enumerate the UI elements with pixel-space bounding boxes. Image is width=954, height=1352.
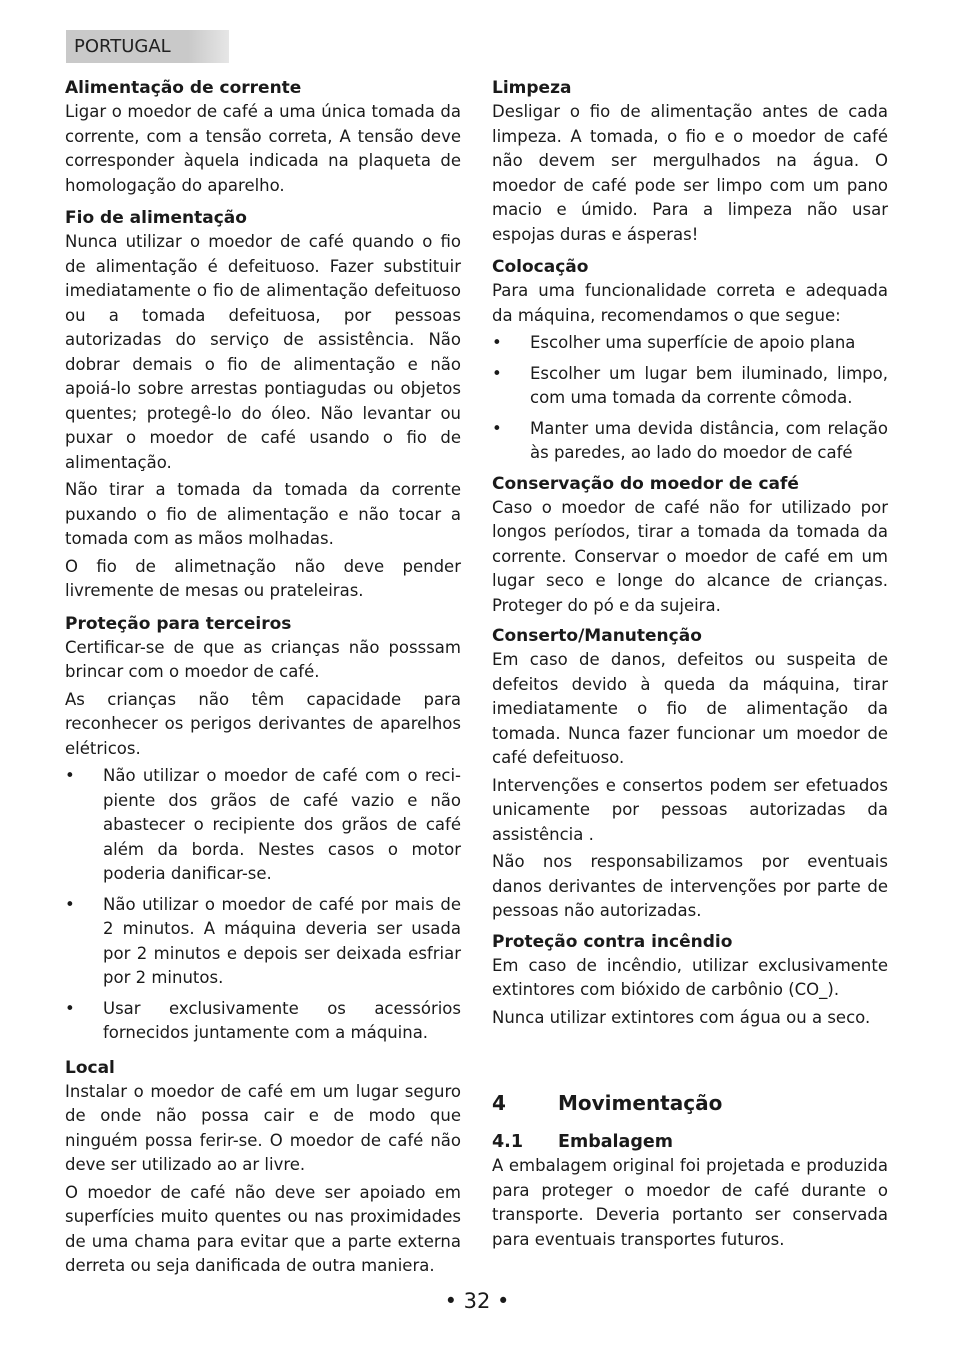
- paragraph: Em caso de incêndio, utilizar exclusivamente extintores com bióxido de carbônio (CO_).: [492, 955, 888, 999]
- paragraph: Para uma funcionalidade correta e adequada da máquina, recomendamos o que segue:: [492, 281, 888, 325]
- page-number: • 32 •: [444, 1289, 510, 1313]
- heading-repair-maintenance: Conserto/Manutenção: [492, 626, 702, 646]
- section-heading: [492, 1090, 888, 1116]
- heading-location: Local: [65, 1057, 115, 1078]
- paragraph: A embalagem original foi projetada e produzida para proteger o moedor de café durante o transporte. Deveria portanto ser conservada para eventuais transportes futuros.: [492, 1156, 888, 1249]
- paragraph: Instalar o moedor de café em um lugar seguro de onde não possa cair e de modo que ninguém possa ferir-se. O moedor de café não deve ser utilizado ao ar livre.: [65, 1081, 461, 1174]
- heading-fire-protection: Proteção contra incêndio: [492, 931, 733, 952]
- section-title: Movimentação: [558, 1091, 723, 1115]
- paragraph: Nunca utilizar extintores com água ou a seco.: [492, 1007, 871, 1027]
- list-item: • Usar exclusivamente os acessórios fornecidos juntamente com a máquina.: [65, 997, 461, 1046]
- list-item: • Escolher um lugar bem iluminado, limpo, com uma tomada da corrente cômoda.: [492, 362, 888, 411]
- list-item: • Escolher uma superfície de apoio plana: [492, 331, 888, 356]
- paragraph: Caso o moedor de café não for utilizado por longos períodos, tirar a tomada da tomada da corrente. Conservar o moedor de café em um lugar seco e longe do alcance de crianças. Proteger do pó e da sujeira.: [492, 497, 888, 615]
- subsection-title: Embalagem: [558, 1132, 673, 1152]
- heading-placement: Colocação: [492, 257, 589, 277]
- list-item: • Não utilizar o moedor de café por mais de 2 minutos. A máquina deveria ser usada por 2 minutos e depois ser deixada esfriar por 2 minutos.: [65, 893, 461, 991]
- heading-cleaning: Limpeza: [492, 78, 572, 98]
- heading-storage: Conservação do moedor de café: [492, 473, 799, 494]
- paragraph: O fio de alimetnação não deve pender livremente de mesas ou prateleiras.: [65, 556, 461, 600]
- paragraph: Não nos responsabilizamos por eventuais danos derivantes de intervenções por parte de pessoas não autorizadas.: [492, 852, 888, 920]
- right-column: [492, 76, 888, 1255]
- paragraph: Certificar-se de que as crianças não posssam brincar com o moedor de café.: [65, 637, 461, 681]
- paragraph: Intervenções e consertos podem ser efetuados unicamente por pessoas autorizadas da assistência .: [492, 775, 888, 844]
- language-tab: PORTUGAL: [66, 30, 229, 63]
- section-number: 4: [492, 1091, 506, 1115]
- paragraph: As crianças não têm capacidade para reconhecer os perigos derivantes de aparelhos elétricos.: [65, 689, 461, 758]
- heading-power-supply: Alimentação de corrente: [65, 78, 302, 98]
- left-column: [65, 76, 461, 1282]
- paragraph: Não tirar a tomada da tomada da corrente puxando o fio de alimentação e não tocar a tomada com as mãos molhadas.: [65, 480, 461, 548]
- list-item: • Não utilizar o moedor de café com o reci- piente dos grãos de café vazio e não abastecer o recipiente dos grãos de café além da borda. Nestes casos o motor poderia danificar-se.: [65, 764, 461, 887]
- paragraph: Em caso de danos, defeitos ou suspeita de defeitos devido à queda da máquina, tirar imediatamente o fio de alimentação da tomada. Nunca fazer funcionar um moedor de café defeituoso.: [492, 650, 888, 767]
- heading-power-cord: Fio de alimentação: [65, 208, 247, 228]
- subsection-heading: [492, 1130, 888, 1154]
- bullet-list: [65, 764, 461, 1046]
- bullet-list: [492, 331, 888, 466]
- list-item: • Manter uma devida distância, com relação às paredes, ao lado do moedor de café: [492, 417, 888, 466]
- paragraph: Nunca utilizar o moedor de café quando o fio de alimentação é defeituoso. Fazer substituir imediatamente o fio de alimentação defeituoso ou a tomada defeituosa, por pessoas autorizadas do serviço de assistência. Não dobrar demais o fio de alimentação e não apoiá-lo sobre arrestas pontiagudas ou objetos quentes; protegê-lo do óleo. Não levantar ou puxar o moedor de café usando o fio de alimentação.: [65, 232, 461, 472]
- paragraph: Ligar o moedor de café a uma única tomada da corrente, com a tensão correta, A tensão deve corresponder àquela indicada na plaqueta de homologação do aparelho.: [65, 102, 461, 195]
- heading-third-party-protection: Proteção para terceiros: [65, 613, 292, 634]
- paragraph: O moedor de café não deve ser apoiado em superfícies muito quentes ou nas proximidades de uma chama para evitar que a parte externa derreta ou seja danificada de outra maniera.: [65, 1182, 461, 1275]
- paragraph: Desligar o fio de alimentação antes de cada limpeza. A tomada, o fio e o moedor de café não devem ser mergulhados na água. O moedor de café pode ser limpo com um pano macio e úmido. Para a limpeza não usar espojas duras e ásperas!: [492, 102, 888, 244]
- subsection-number: 4.1: [492, 1132, 524, 1152]
